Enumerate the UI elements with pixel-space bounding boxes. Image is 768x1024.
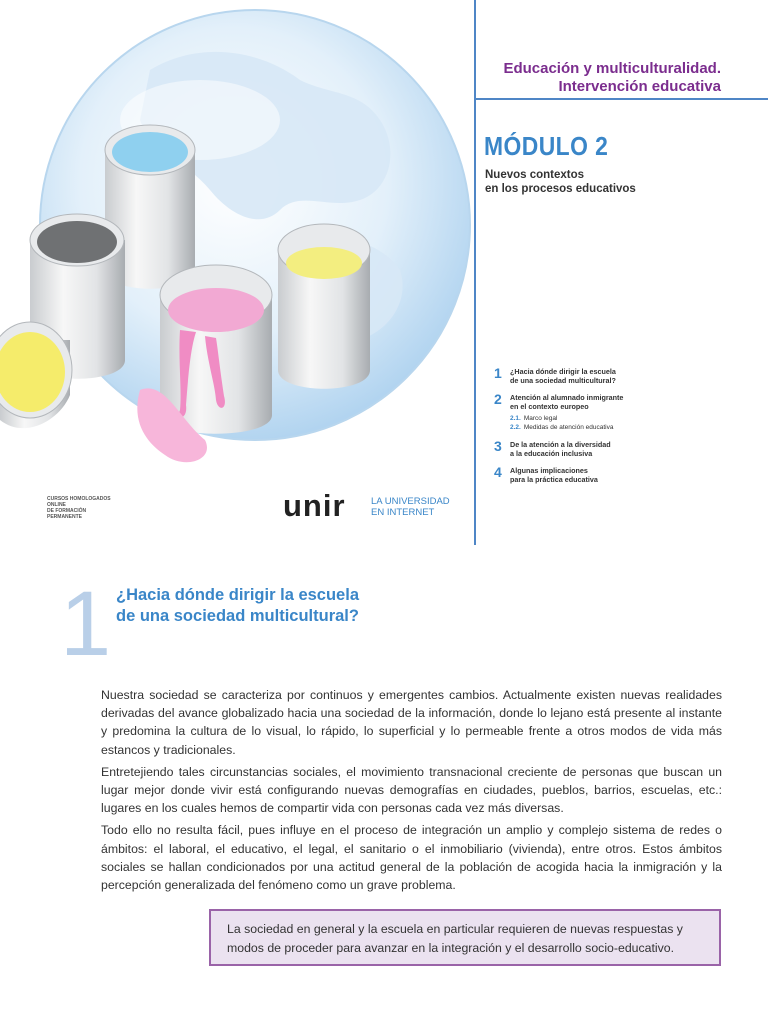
paragraph-2: Entretejiendo tales circunstancias sociales, el movimiento transnacional creciente de personas que buscan un lugar mejor donde vivir está configurando nuevas demografías en ciudades, pueblos, barrios, escuelas, etc.: lugares en los cuales hemos de compartir vida con personas cada vez más diversas. (101, 764, 722, 816)
body-text (101, 686, 722, 898)
cursos-line3: DE FORMACIÓN (47, 508, 87, 514)
cursos-line4: PERMANENTE (47, 514, 83, 520)
toc-item-line2: de una sociedad multicultural? (510, 376, 616, 385)
cursos-line1: CURSOS HOMOLOGADOS (47, 496, 111, 502)
paragraph-1: Nuestra sociedad se caracteriza por continuos y emergentes cambios. Actualmente existen nuevas realidades derivadas del avance globalizado hacia una sociedad de la información, donde lo lejano está presente al instante y predomina la cultura de lo visual, lo rápido, lo superficial y lo permeable frente a otros modos de vida más estancos y tradicionales. (101, 688, 722, 757)
module-subtitle-line2: en los procesos educativos (485, 183, 636, 195)
course-title-line2: Intervención educativa (558, 78, 721, 95)
toc-subitem-2-1[interactable] (510, 414, 654, 423)
toc-item-line1: De la atención a la diversidad (510, 440, 611, 449)
toc-item-line2: en el contexto europeo (510, 402, 589, 411)
toc-item-line2: a la educación inclusiva (510, 449, 593, 458)
toc-item-3[interactable] (494, 440, 654, 458)
toc-item-number: 1 (494, 365, 502, 381)
toc-subitem-label: Medidas de atención educativa (523, 424, 614, 431)
logo-wordmark: unir (283, 488, 346, 523)
section-title (116, 585, 359, 627)
vertical-divider (474, 0, 476, 545)
section-title-line1: ¿Hacia dónde dirigir la escuela (116, 586, 359, 604)
logo-tagline (371, 496, 450, 518)
toc-item-line1: Algunas implicaciones (510, 466, 588, 475)
toc-subitem-2-2[interactable] (510, 423, 654, 432)
toc-item-line1: ¿Hacia dónde dirigir la escuela (510, 367, 616, 376)
globe-paint-cans-illustration (0, 0, 476, 490)
module-subtitle (485, 168, 636, 196)
toc-item-number: 4 (494, 464, 502, 480)
cursos-line2: ONLINE (47, 502, 66, 508)
toc-subitem-label: Marco legal (523, 415, 558, 422)
paragraph-3: Todo ello no resulta fácil, pues influye en el proceso de integración un amplio y complejo sistema de redes o ámbitos: el laboral, el educativo, el legal, el sanitario o el inmobiliario (vivienda), entre otros. Estos ámbitos sociales se hallan condicionados por una actitud general de la población de acogida hacia la inmigración y la percepción generalizada del fenómeno como un grave problema. (101, 823, 722, 893)
horizontal-divider (476, 98, 768, 100)
toc-item-1[interactable] (494, 367, 654, 385)
cursos-homologados-label (47, 496, 111, 520)
toc-item-line2: para la práctica educativa (510, 475, 598, 484)
toc-item-4[interactable] (494, 466, 654, 484)
section-number: 1 (60, 573, 112, 675)
toc-item-2[interactable] (494, 393, 654, 432)
toc-item-number: 3 (494, 438, 502, 454)
course-title (503, 60, 721, 96)
callout-box (209, 909, 721, 966)
module-label: MÓDULO 2 (484, 131, 609, 161)
toc-subitem-number: 2.2. (510, 424, 521, 431)
module-subtitle-line1: Nuevos contextos (485, 169, 585, 181)
logo-tagline-line2: EN INTERNET (371, 507, 435, 518)
toc-item-line1: Atención al alumnado inmigrante (510, 393, 624, 402)
toc-item-number: 2 (494, 391, 502, 407)
course-title-line1: Educación y multiculturalidad. (503, 60, 721, 77)
logo-tagline-line1: LA UNIVERSIDAD (371, 496, 450, 507)
callout-text: La sociedad en general y la escuela en particular requieren de nuevas respuestas y modos de proceder para avanzar en la integración y el desarrollo socio-educativo. (227, 922, 683, 955)
toc-subitem-number: 2.1. (510, 415, 521, 422)
table-of-contents (494, 367, 654, 492)
section-title-line2: de una sociedad multicultural? (116, 607, 359, 625)
